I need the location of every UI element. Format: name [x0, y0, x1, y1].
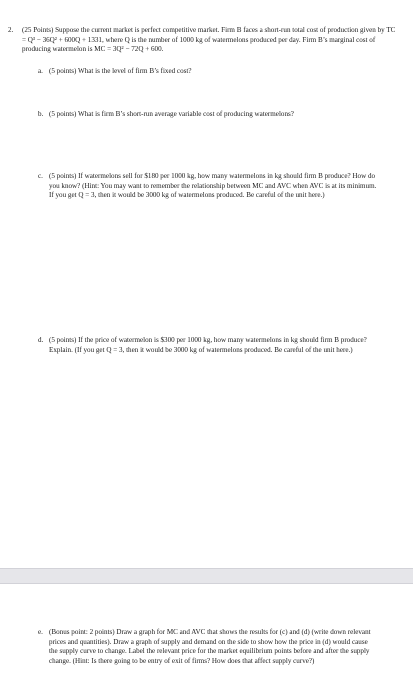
question-stem: (25 Points) Suppose the current market is perfect competitive market. Firm B faces a short-run total cost of production given by TC = Q³ − 36Q² + 600Q + 1331, where Q is the number of 1000 kg of watermelons produced per day. Firm B’s marginal cost of producing watermelon is MC = 3Q² − 72Q + 600.: [22, 26, 396, 54]
part-label: a.: [38, 67, 43, 75]
part-a: [38, 67, 378, 77]
part-b: [38, 110, 378, 120]
part-text: (5 points) What is the level of firm B’s fixed cost?: [49, 67, 192, 75]
part-label: b.: [38, 110, 44, 118]
part-label: d.: [38, 336, 44, 344]
question-2: [8, 26, 398, 55]
part-text: (Bonus point: 2 points) Draw a graph for MC and AVC that shows the results for (c) and (d) (write down relevant prices and quantities). Draw a graph of supply and demand on the side to show how the price in (d) would cause the supply curve to change. Label the relevant price for the market equilibrium points before and after the supply change. (Hint: Is there going to be entry of exit of firms? How does that affect supply curve?): [49, 628, 371, 665]
part-text: (5 points) If the price of watermelon is $300 per 1000 kg, how many watermelons in kg should firm B produce? Explain. (If you get Q = 3, then it would be 3000 kg of watermelons produced. Be careful of the unit here.): [49, 336, 367, 354]
part-label: e.: [38, 628, 43, 636]
part-c: [38, 172, 378, 201]
question-number: 2.: [8, 26, 14, 34]
part-text: (5 points) What is firm B’s short-run average variable cost of producing watermelons?: [49, 110, 294, 118]
part-label: c.: [38, 172, 43, 180]
page-break-divider: [0, 568, 413, 584]
part-e: [38, 628, 378, 666]
part-d: [38, 336, 378, 355]
part-text: (5 points) If watermelons sell for $180 per 1000 kg, how many watermelons in kg should firm B produce? How do you know? (Hint: You may want to remember the relationship between MC and AVC when AVC is at its minimum. If you get Q = 3, then it would be 3000 kg of watermelons produced. Be careful of the unit here.): [49, 172, 377, 200]
